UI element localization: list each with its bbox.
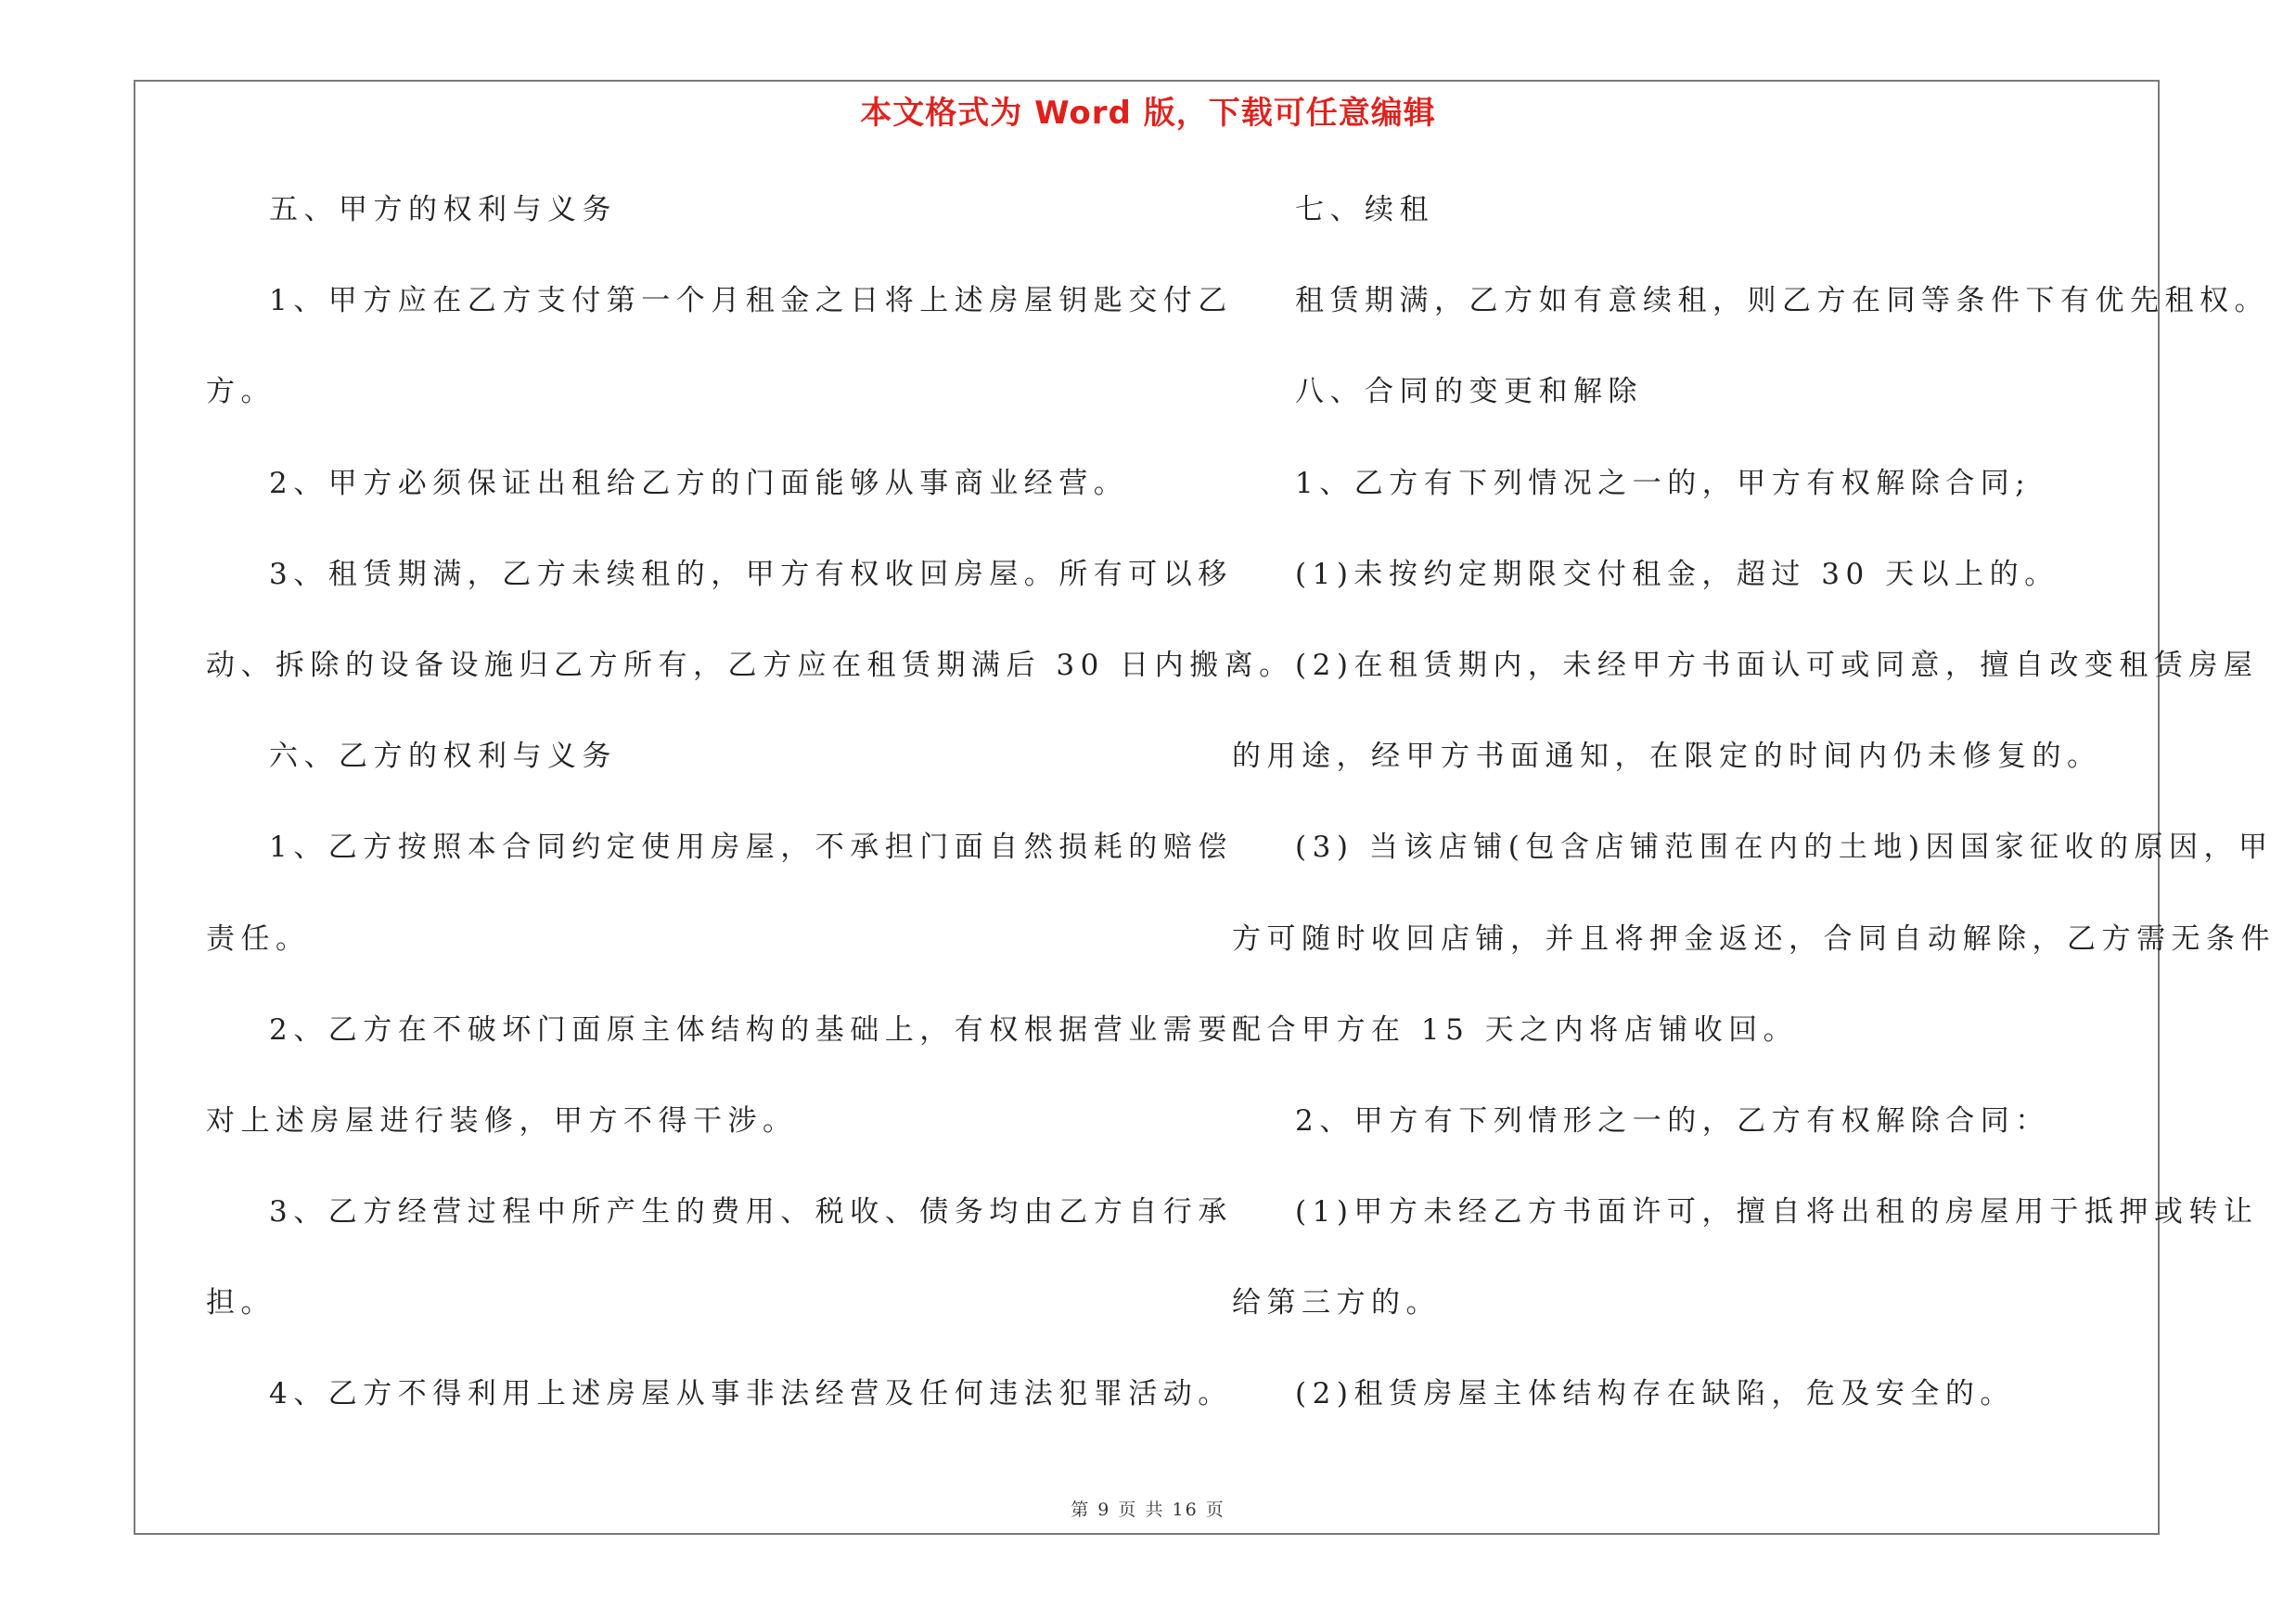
paragraph-line: (2)租赁房屋主体结构存在缺陷，危及安全的。 [1295, 1377, 2015, 1411]
paragraph-line: (3) 当该店铺(包含店铺范围在内的土地)因国家征收的原因，甲 [1295, 831, 2274, 865]
paragraph-line: 租赁期满，乙方如有意续租，则乙方在同等条件下有优先租权。 [1295, 284, 2269, 318]
paragraph-line: 八、合同的变更和解除 [1295, 375, 1643, 409]
paragraph-line: (1)未按约定期限交付租金，超过 30 天以上的。 [1295, 557, 2059, 591]
paragraph-line: 4、乙方不得利用上述房屋从事非法经营及任何违法犯罪活动。 [269, 1377, 1233, 1411]
paragraph-line: 责任。 [206, 921, 311, 956]
paragraph-line: 动、拆除的设备设施归乙方所有，乙方应在租赁期满后 30 日内搬离。 [206, 648, 1294, 682]
paragraph-line: 1、甲方应在乙方支付第一个月租金之日将上述房屋钥匙交付乙 [269, 284, 1233, 318]
paragraph-line: 2、甲方有下列情形之一的，乙方有权解除合同： [1295, 1103, 2050, 1138]
paragraph-line: 对上述房屋进行装修，甲方不得干涉。 [206, 1103, 798, 1138]
paragraph-line: 的用途，经甲方书面通知，在限定的时间内仍未修复的。 [1232, 740, 2102, 774]
paragraph-line: (1)甲方未经乙方书面许可，擅自将出租的房屋用于抵押或转让 [1295, 1195, 2259, 1230]
right-text-column [1232, 182, 2276, 1458]
paragraph-line: 2、乙方在不破坏门面原主体结构的基础上，有权根据营业需要 [269, 1012, 1233, 1047]
left-text-column [206, 182, 1294, 1458]
paragraph-line: 六、乙方的权利与义务 [269, 740, 617, 774]
page-number-footer: 第 9 页 共 16 页 [1071, 1500, 1225, 1520]
paragraph-line: (2)在租赁期内，未经甲方书面认可或同意，擅自改变租赁房屋 [1295, 648, 2259, 682]
paragraph-line: 1、乙方按照本合同约定使用房屋，不承担门面自然损耗的赔偿 [269, 831, 1233, 865]
paragraph-line: 配合甲方在 15 天之内将店铺收回。 [1232, 1012, 1799, 1047]
paragraph-line: 2、甲方必须保证出租给乙方的门面能够从事商业经营。 [269, 466, 1129, 500]
paragraph-line: 3、乙方经营过程中所产生的费用、税收、债务均由乙方自行承 [269, 1195, 1233, 1230]
paragraph-line: 五、甲方的权利与义务 [269, 193, 617, 226]
paragraph-line: 1、乙方有下列情况之一的，甲方有权解除合同; [1295, 466, 2032, 500]
paragraph-line: 七、续租 [1295, 193, 1434, 226]
word-format-banner: 本文格式为 Word 版，下载可任意编辑 [860, 95, 1436, 132]
paragraph-line: 担。 [206, 1286, 276, 1320]
paragraph-line: 方。 [206, 375, 276, 409]
paragraph-line: 给第三方的。 [1232, 1286, 1441, 1320]
paragraph-line: 方可随时收回店铺，并且将押金返还，合同自动解除，乙方需无条件 [1232, 921, 2276, 956]
paragraph-line: 3、租赁期满，乙方未续租的，甲方有权收回房屋。所有可以移 [269, 557, 1233, 591]
